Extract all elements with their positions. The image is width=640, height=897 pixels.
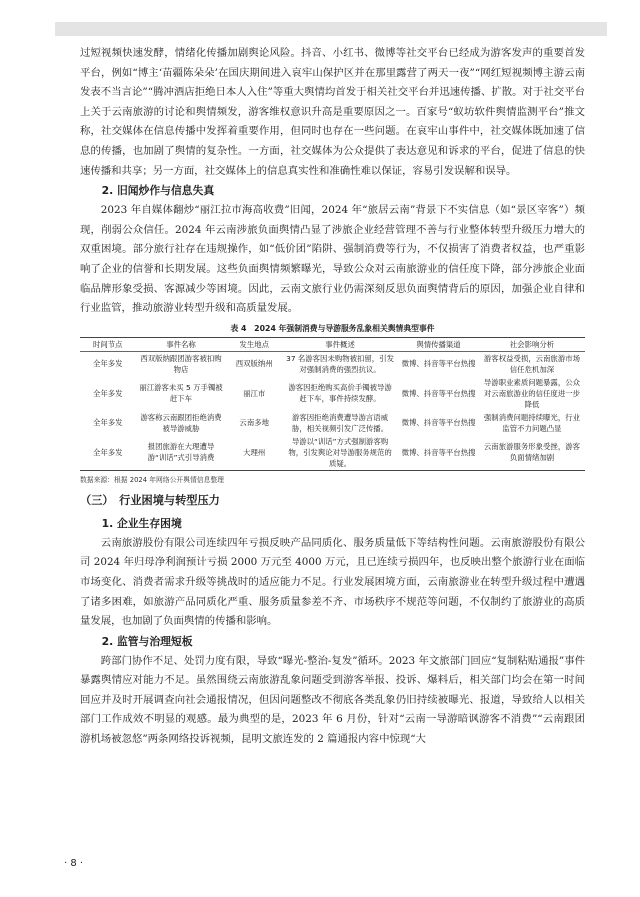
- cell-summary: 游客因拒绝购买高价手镯被导游赶下车，事件持续发酵。: [288, 383, 392, 404]
- cell-time: 全年多发: [92, 388, 123, 398]
- cell-channel: 微博、抖音等平台热搜: [401, 418, 476, 428]
- table-header-row: [80, 337, 585, 351]
- header-location: 发生地点: [226, 337, 282, 351]
- cell-channel: 微博、抖音等平台热搜: [398, 435, 479, 471]
- cell-location: 云南多地: [239, 418, 269, 428]
- table-row: [80, 435, 585, 471]
- table-source-note: 数据来源：根据 2024 年网络公开舆情信息整理: [80, 475, 224, 484]
- header-bar: [55, 22, 607, 36]
- cell-summary: 37 名游客因未购物被扣留，引发对强制消费的强烈抗议。: [286, 353, 394, 374]
- section-3-2-heading: 2. 监管与治理短板: [101, 634, 193, 648]
- cell-event: 游客称云南跟团拒绝消费被导游威胁: [140, 412, 222, 433]
- table-row: [80, 351, 585, 376]
- header-summary: 事件概述: [282, 337, 398, 351]
- cell-channel: 微博、抖音等平台热搜: [401, 359, 476, 369]
- cell-time: 全年多发: [80, 435, 136, 471]
- section-3-2-paragraph: 跨部门协作不足、处罚力度有限，导致“曝光-整治-复发”循环。2023 年文旅部门回应“复制粘贴通报”事件暴露舆情应对能力不足。虽然围绕云南旅游乱象问题受到游客举报、投诉、爆料后，相关部门均会在第一时间回应并及时开展调查向社会通报情况，但因问题整改不彻底各类乱象仍旧持续被曝光、报道，导致给人以相关部门工作成效不明显的观感。最为典型的是，2023 年 6 月份，针对“云南一导游暗讽游客不消费”“云南跟团游机场被忽悠”两条网络投诉视频，昆明文旅连发的 2 篇通报内容中惊现“大: [80, 654, 585, 746]
- section-2-heading: 2. 旧闻炒作与信息失真: [101, 184, 215, 198]
- section-3-1-paragraph: 云南旅游股份有限公司连续四年亏损反映产品同质化、服务质量低下等结构性问题。云南旅游股份有限公司 2024 年归母净利润预计亏损 2000 万元至 4000 万元，且已连续亏损四年，也反映出整个旅游行业在面临市场变化、消费者需求升级等挑战时的适应能力不足。行业发展困境方面，云南旅游业在转型升级过程中遭遇了诸多困难，如旅游产品同质化严重、服务质量参差不齐、市场秩序不规范等问题，不仅制约了旅游业的高质量发展，也加剧了负面舆情的传播和影响。: [80, 536, 585, 628]
- section-3-1-heading: 1. 企业生存困境: [101, 516, 182, 530]
- events-table: [80, 337, 585, 471]
- cell-event: 西双版纳跟团游客被扣购物店: [140, 353, 222, 374]
- cell-impact: 游客权益受损，云南旅游市场信任危机加深: [483, 353, 580, 374]
- cell-event: 报团旅游在大理遭导游“训话”式引导消费: [136, 435, 227, 471]
- cell-impact: 强制消费问题持续曝光，行业监管不力问题凸显: [483, 412, 580, 433]
- table-title: 表 4 2024 年强制消费与导游服务乱象相关舆情典型事件: [230, 323, 435, 333]
- header-channel: 舆情传播渠道: [398, 337, 479, 351]
- table-row: [80, 411, 585, 435]
- page-content: [80, 44, 585, 750]
- cell-location: 西双版纳州: [235, 359, 273, 369]
- table-row: [80, 376, 585, 411]
- cell-event: 丽江游客未买 5 万手镯被赶下车: [139, 383, 223, 404]
- cell-summary: 导游以“训话”方式强制游客购物，引发舆论对导游服务规范的质疑。: [282, 435, 398, 471]
- header-impact: 社会影响分析: [479, 337, 585, 351]
- section-3-heading: （三） 行业困境与转型压力: [80, 493, 220, 507]
- cell-time: 全年多发: [92, 418, 123, 428]
- cell-summary: 游客因拒绝消费遭导游言语威胁，相关视频引发广泛传播。: [292, 412, 389, 433]
- cell-location: 大理州: [226, 435, 282, 471]
- page-number: · 8 ·: [64, 858, 84, 869]
- cell-location: 丽江市: [243, 388, 266, 398]
- header-time: 时间节点: [80, 337, 136, 351]
- cell-impact: 云南旅游服务形象受挫，游客负面情绪加剧: [479, 435, 585, 471]
- intro-paragraph: 过短视频快速发酵，情绪化传播加剧舆论风险。抖音、小红书、微博等社交平台已经成为游客发声的重要首发平台，例如“博主‘苗疆陈朵朵’在国庆期间进入哀牢山保护区并在那里露营了两天一夜”“网红短视频博主游云南发表不当言论”“腾冲酒店拒绝日本人入住”等重大舆情均首发于相关社交平台并迅速传播、扩散。对于社交平台上关于云南旅游的讨论和舆情频发，游客维权意识升高是重要原因之一。百家号“蚁坊软件舆情监测平台”推文称，社交媒体在信息传播中发挥着重要作用，但同时也存在一些问题。在哀牢山事件中，社交媒体既加速了信息的传播，也加剧了舆情的复杂性。一方面，社交媒体为公众提供了表达意见和诉求的平台，促进了信息的快速传播和共享；另一方面，社交媒体上的信息真实性和准确性难以保证，容易引发误解和误导。: [80, 47, 585, 177]
- section-2-paragraph: 2023 年自媒体翻炒“丽江拉市海高收费”旧闻，2024 年“旅居云南”背景下不实信息（如“景区宰客”）频现，削弱公众信任。2024 年云南涉旅负面舆情凸显了涉旅企业经营管理不善与行业整体转型升级压力增大的双重困境。部分旅行社存在违规操作，如“低价团”陷阱、强制消费等行为，不仅损害了消费者权益，也严重影响了企业的信誉和长期发展。这些负面舆情频繁曝光，导致公众对云南旅游业的信任度下降，部分涉旅企业面临品牌形象受损、客源减少等困境。因此，云南文旅行业仍需深刻反思负面舆情背后的原因，加强企业自律和行业监管，推动旅游业转型升级和高质量发展。: [80, 204, 585, 315]
- cell-channel: 微博、抖音等平台热搜: [401, 388, 476, 398]
- header-event: 事件名称: [136, 337, 227, 351]
- cell-impact: 导游职业素质问题暴露，公众对云南旅游业的信任度进一步降低: [483, 377, 580, 409]
- cell-time: 全年多发: [92, 359, 123, 369]
